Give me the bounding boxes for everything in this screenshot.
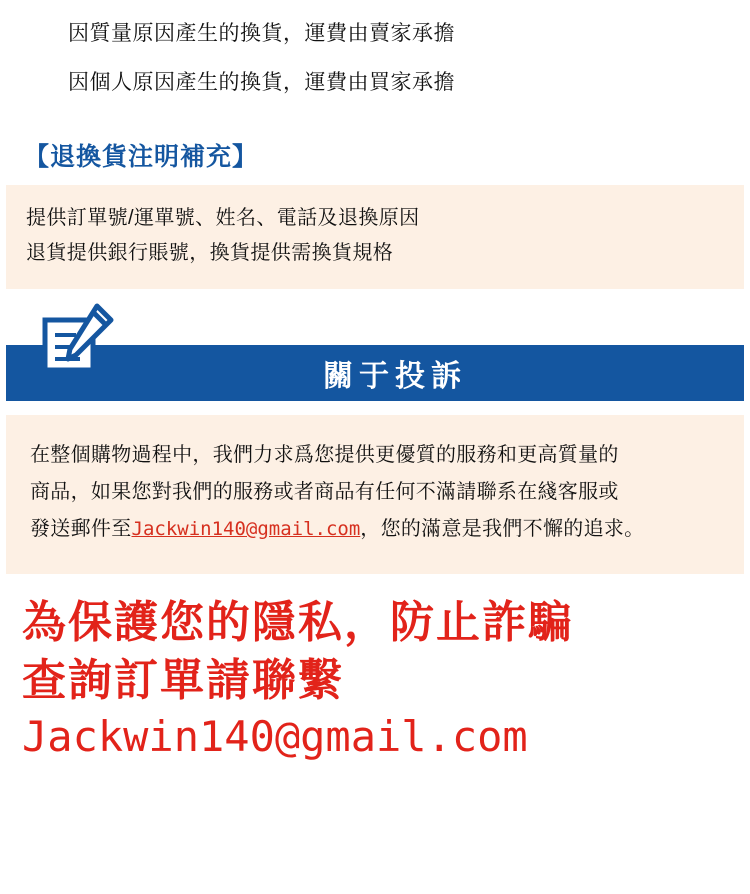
privacy-warning-block	[0, 594, 750, 765]
contact-email[interactable]: Jackwin140@gmail.com	[22, 712, 528, 762]
return-policy-line: 因個人原因產生的換貨，運費由買家承擔	[68, 70, 455, 94]
return-note-line: 退貨提供銀行賬號，換貨提供需換貨規格	[26, 242, 394, 265]
return-note-heading: 【退換貨注明補充】	[24, 143, 259, 172]
return-note-line: 提供訂單號/運單號、姓名、電話及退換原因	[26, 207, 420, 230]
pencil-note-icon	[40, 303, 114, 377]
complaint-body-box	[6, 415, 744, 574]
complaint-body-suffix: ，您的滿意是我們不懈的追求。	[360, 518, 645, 541]
return-note-box	[6, 185, 744, 289]
complaint-banner	[0, 345, 750, 401]
complaint-banner-bar	[6, 345, 744, 401]
return-policy-line: 因質量原因產生的換貨，運費由賣家承擔	[68, 22, 455, 45]
complaint-body-line-with-email	[30, 511, 720, 548]
privacy-warning-line: 為保護您的隱私，防止詐騙	[22, 598, 574, 648]
complaint-email-link[interactable]: Jackwin140@gmail.com	[131, 518, 361, 541]
complaint-body-prefix: 發送郵件至	[30, 518, 132, 541]
complaint-banner-title: 關于投訴	[323, 360, 467, 394]
complaint-body-line: 商品，如果您對我們的服務或者商品有任何不滿請聯系在綫客服或	[30, 481, 619, 504]
return-policy-lines	[0, 0, 750, 99]
complaint-body-line: 在整個購物過程中，我們力求爲您提供更優質的服務和更高質量的	[30, 444, 619, 467]
privacy-warning-line: 查詢訂單請聯繫	[22, 656, 344, 706]
